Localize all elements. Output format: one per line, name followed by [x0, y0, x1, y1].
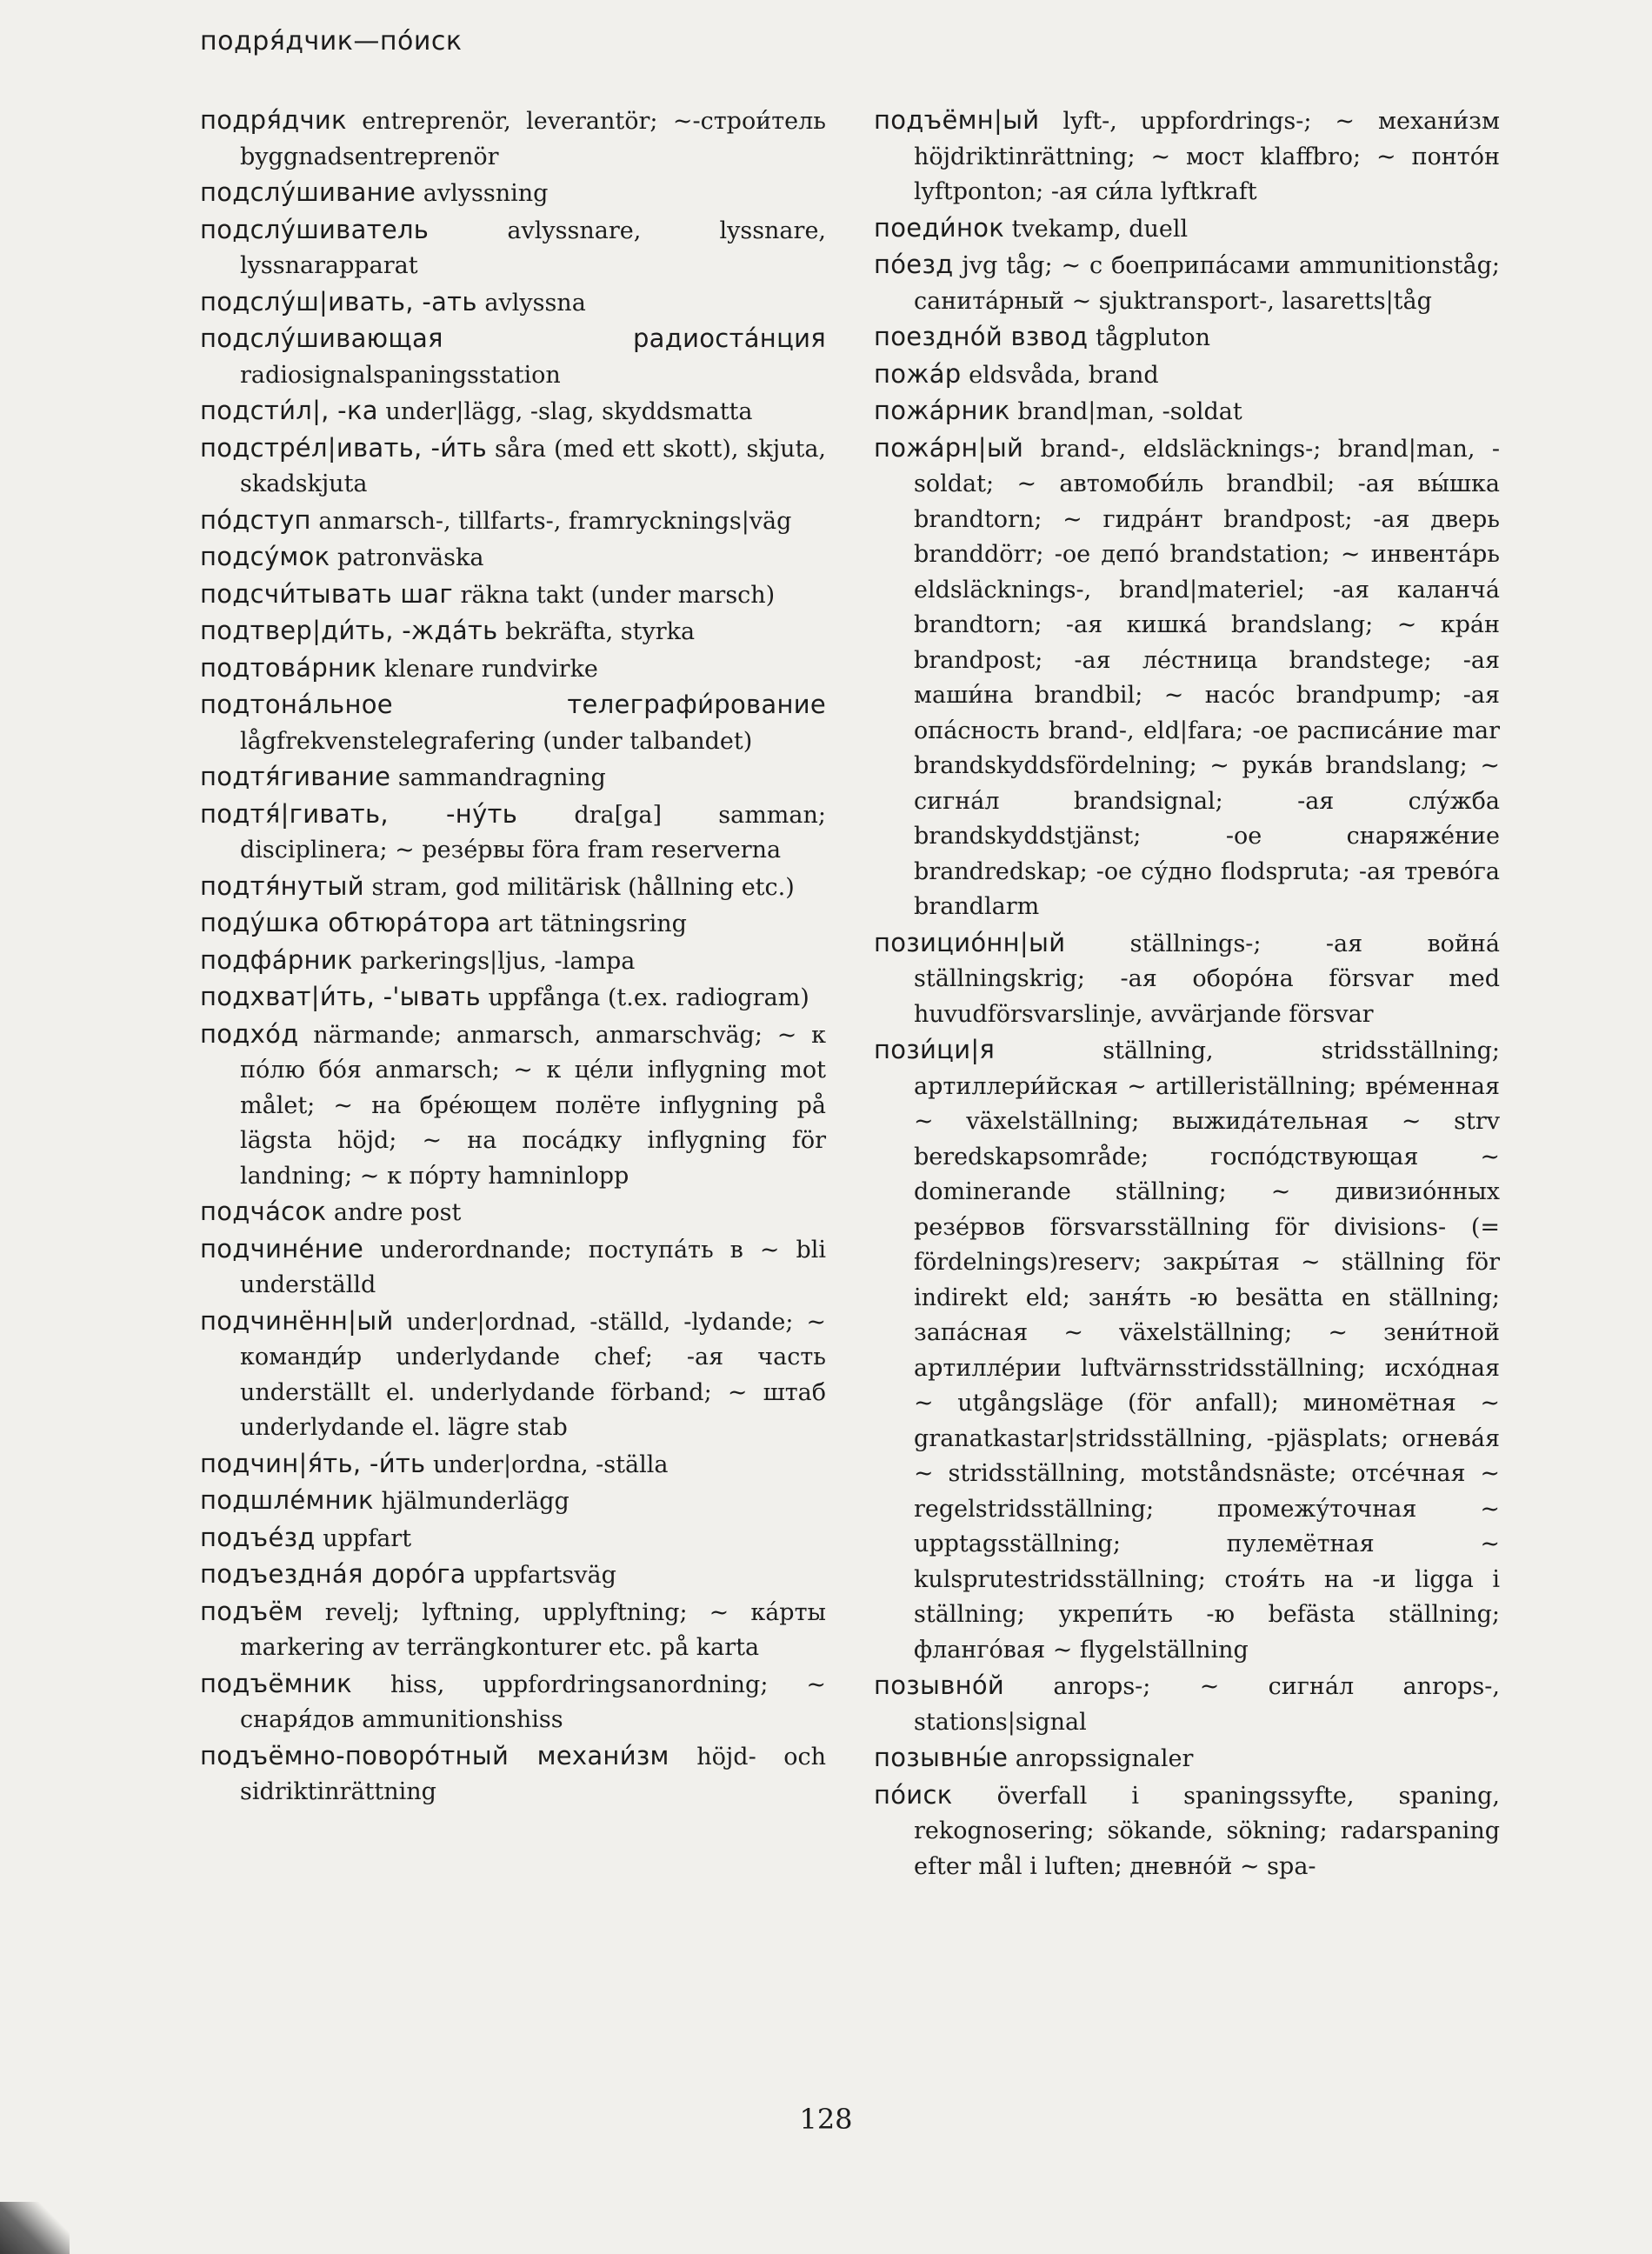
dictionary-entry — [874, 430, 1500, 925]
dictionary-entry — [200, 650, 826, 688]
entry-headword: поездно́й взвод — [874, 322, 1089, 351]
entry-headword: подча́сок — [200, 1197, 327, 1226]
entry-headword: подря́дчик — [200, 105, 347, 135]
entry-headword: подсу́мок — [200, 542, 330, 571]
entry-headword: подслу́шиватель — [200, 214, 430, 244]
entry-definition: art tätningsring — [490, 910, 687, 937]
dictionary-entry — [200, 430, 826, 503]
entry-headword: по́иск — [874, 1779, 953, 1810]
entry-headword: подфа́рник — [200, 944, 353, 975]
entry-definition: lyft-, uppfordrings-; ~ механи́зм höjdriktinrättning; ~ мост klaffbro; ~ понто́н lyftponton; -ая си́ла lyftkraft — [914, 108, 1500, 205]
dictionary-entry — [200, 321, 826, 393]
entry-definition: ställnings-; -ая война́ ställningskrig; -ая оборо́на försvar med huvudförsvarslinje, avvärjande försvar — [914, 930, 1500, 1028]
dictionary-entry — [874, 1032, 1500, 1668]
scan-corner-shadow — [0, 2202, 70, 2254]
entry-definition: underordnande; поступа́ть в ~ bli underställd — [240, 1236, 826, 1298]
entry-definition: hiss, uppfordringsanordning; ~ снаря́дов ammunitionshiss — [240, 1670, 826, 1733]
entry-headword: пожа́рн|ый — [874, 432, 1024, 463]
entry-definition: sammandragning — [390, 764, 606, 791]
entry-headword: подтвер|ди́ть, -жда́ть — [200, 616, 498, 645]
entry-definition: stram, god militärisk (hållning etc.) — [363, 873, 795, 901]
entry-definition: revelj; lyftning, upplyftning; ~ ка́рты markering av terrängkonturer etc. på karta — [240, 1598, 826, 1661]
dictionary-entry — [200, 869, 826, 906]
dictionary-entry — [200, 503, 826, 540]
entry-headword: подшле́мник — [200, 1485, 374, 1515]
dictionary-entry — [200, 103, 826, 175]
entry-definition: anmarsch-, tillfarts-, framrycknings|väg — [310, 507, 792, 535]
entry-headword: поду́шка обтюра́тора — [200, 908, 491, 937]
entry-definition: tågpluton — [1088, 324, 1211, 351]
dictionary-entry — [200, 1557, 826, 1594]
entry-definition: avlyssnare, lyssnare, lyssnarapparat — [240, 217, 826, 279]
entry-headword: подхо́д — [200, 1018, 299, 1049]
entry-definition: jvg tåg; ~ с боеприпа́сами ammunitionståg; санита́рный ~ sjuktransport-, lasaretts|tåg — [914, 252, 1500, 315]
entry-headword: пози́ци|я — [874, 1035, 996, 1064]
entry-definition: uppfånga (t.ex. radiogram) — [480, 984, 809, 1011]
entry-headword: подчине́ние — [200, 1233, 364, 1264]
entry-definition: ställning, stridsställning; артиллери́йская ~ artilleriställning; вре́менная ~ växelställning; выжида́тельная ~ strv beredskapsområde; госпо́дствующая ~ dominerande ställning; ~ дивизио́нных резе́рвов försvarsställning för divisions- (= fördelnings)reserv; закры́тая ~ ställning för indirekt eld; заня́ть -ю besätta en ställning; запа́сная ~ växelställning; ~ зени́тной артилле́рии luftvärnsstridsställning; исхо́дная ~ utgångsläge (för anfall); миномётная ~ granatkastar|stridsställning, -pjäsplats; огнева́я ~ stridsställning, motståndsnäste; отсе́чная ~ regelstridsställning; промежу́точная ~ upptagsställning; пулемётная ~ kulsprutestridsställning; стоя́ть на -и ligga i ställning; укрепи́ть -ю befästa ställning; фланго́вая ~ flygelställning — [914, 1037, 1500, 1664]
entry-headword: подтя́гивание — [200, 762, 391, 791]
entry-headword: позицио́нн|ый — [874, 927, 1066, 957]
dictionary-entry — [874, 210, 1500, 248]
entry-definition: under|lägg, -slag, skyddsmatta — [377, 398, 753, 425]
dictionary-entry — [200, 539, 826, 577]
entry-headword: подъёмно-поворо́тный механи́зм — [200, 1740, 669, 1771]
entry-headword: подтона́льное телеграфи́рование — [200, 690, 826, 719]
entry-headword: подчин|я́ть, -и́ть — [200, 1448, 426, 1478]
entry-headword: подслу́шивание — [200, 177, 416, 207]
dictionary-entry — [200, 1520, 826, 1557]
entry-definition: brand|man, -soldat — [1009, 398, 1242, 425]
entry-definition: överfall i spaningssyfte, spaning, rekognosering; sökande, sökning; radarspaning efter mål i luften; дневно́й ~ spa- — [914, 1782, 1500, 1880]
entry-headword: пожа́рник — [874, 396, 1010, 425]
entry-headword: подтя́|гивать, -ну́ть — [200, 798, 518, 829]
entry-definition: entreprenör, leverantör; ~-строи́тель byggnadsentreprenör — [240, 108, 826, 170]
dictionary-entry — [200, 687, 826, 759]
dictionary-entry — [200, 393, 826, 430]
entry-definition: under|ordna, -ställa — [425, 1450, 669, 1478]
dictionary-entry — [200, 1231, 826, 1304]
entry-headword: подъём — [200, 1596, 303, 1626]
entry-headword: подтова́рник — [200, 652, 377, 683]
dictionary-entry — [200, 1483, 826, 1520]
dictionary-entry — [874, 319, 1500, 357]
dictionary-entry — [200, 905, 826, 943]
dictionary-entry — [200, 979, 826, 1017]
dictionary-entry — [874, 925, 1500, 1033]
left-column — [200, 103, 826, 1811]
right-column — [874, 103, 1500, 1884]
entry-definition: hjälmunderlägg — [373, 1488, 570, 1515]
entry-headword: подъёмн|ый — [874, 105, 1040, 135]
dictionary-entry — [200, 284, 826, 322]
entry-headword: позывны́е — [874, 1743, 1009, 1772]
entry-headword: по́езд — [874, 250, 954, 279]
entry-definition: brand-, eldsläcknings-; brand|man, -soldat; ~ автомоби́ль brandbil; -ая вы́шка brandtorn; ~ гидра́нт brandpost; -ая дверь branddörr; -ое депо́ brandstation; ~ инвента́рь eldsläcknings-, brand|materiel; -ая каланча́ brandtorn; -ая кишка́ brandslang; ~ кра́н brandpost; -ая ле́стница brandstege; -ая маши́на brandbil; ~ насо́с brandpump; -ая опа́сность brand-, eld|fara; -ое расписа́ние mar brandskyddsfördelning; ~ рука́в brandslang; ~ сигна́л brandsignal; -ая слу́жба brandskyddstjänst; -ое снаряже́ние brandredskap; -ое су́дно flodspruta; -ая трево́га brandlarm — [914, 435, 1500, 920]
dictionary-entry — [200, 175, 826, 212]
dictionary-entry — [200, 1304, 826, 1446]
entry-definition: radiosignalspaningsstation — [240, 361, 561, 389]
entry-definition: avlyssna — [476, 289, 586, 317]
page-running-header: подря́дчик—по́иск — [200, 26, 463, 57]
entry-definition: uppfartsväg — [466, 1562, 616, 1589]
dictionary-entry — [200, 1446, 826, 1484]
entry-definition: lågfrekvenstelegrafering (under talbandet) — [240, 727, 753, 755]
entry-headword: подслу́ш|ивать, -ать — [200, 286, 477, 317]
dictionary-entry — [200, 1666, 826, 1738]
dictionary-entry — [874, 247, 1500, 319]
entry-definition: räkna takt (under marsch) — [452, 581, 776, 609]
entry-headword: подстре́л|ивать, -и́ть — [200, 432, 488, 463]
dictionary-entry — [200, 759, 826, 797]
entry-definition: uppfart — [315, 1524, 412, 1552]
entry-definition: anrops-; ~ сигна́л anrops-, stations|signal — [914, 1673, 1500, 1736]
dictionary-entry — [200, 577, 826, 614]
dictionary-entry — [200, 1594, 826, 1666]
entry-headword: подхват|и́ть, -'ывать — [200, 982, 481, 1011]
entry-headword: позывно́й — [874, 1670, 1005, 1700]
dictionary-entry — [200, 1017, 826, 1195]
entry-definition: såra (med ett skott), skjuta, skadskjuta — [240, 435, 827, 497]
entry-definition: höjd- och sidriktinrättning — [240, 1743, 826, 1805]
entry-headword: подчинённ|ый — [200, 1305, 394, 1336]
dictionary-entry — [200, 212, 826, 284]
entry-headword: подсти́л|, -ка — [200, 396, 378, 425]
entry-headword: подъёмник — [200, 1668, 352, 1698]
entry-definition: klenare rundvirke — [376, 655, 598, 683]
page-number: 128 — [799, 2103, 853, 2136]
entry-definition: patronväska — [330, 544, 484, 571]
entry-definition: eldsvåda, brand — [961, 361, 1159, 389]
entry-definition: närmande; anmarsch, anmarschväg; ~ к по́лю бо́я anmarsch; ~ к це́ли inflygning mot målet; ~ на бре́ющем полёте inflygning på lägsta höjd; ~ на поса́дку inflygning för landning; ~ к по́рту hamninlopp — [240, 1021, 826, 1190]
entry-definition: tvekamp, duell — [1004, 215, 1189, 243]
dictionary-entry — [874, 357, 1500, 394]
entry-definition: anropssignaler — [1008, 1745, 1194, 1772]
dictionary-entry — [874, 103, 1500, 210]
dictionary-entry — [200, 943, 826, 980]
entry-headword: подслу́шивающая радиоста́нция — [200, 323, 826, 353]
entry-definition: bekräfta, styrka — [497, 618, 696, 645]
entry-headword: пожа́р — [874, 358, 962, 389]
dictionary-entry — [200, 613, 826, 650]
entry-definition: parkerings|ljus, -lampa — [352, 947, 636, 975]
entry-headword: по́дступ — [200, 504, 311, 535]
entry-headword: подъе́зд — [200, 1522, 316, 1552]
dictionary-entry — [200, 797, 826, 869]
dictionary-entry — [874, 1777, 1500, 1885]
entry-headword: подтя́нутый — [200, 870, 364, 901]
dictionary-entry — [874, 1740, 1500, 1777]
entry-headword: подъездна́я доро́га — [200, 1559, 467, 1589]
dictionary-entry — [200, 1738, 826, 1811]
entry-definition: under|ordnad, -ställd, -lydande; ~ команди́р underlydande chef; -ая часть underställt el. underlydande förband; ~ штаб underlydande el. lägre stab — [240, 1308, 826, 1441]
entry-headword: подсчи́тывать шаг — [200, 578, 453, 609]
dictionary-entry — [874, 393, 1500, 430]
entry-definition: andre post — [326, 1199, 462, 1226]
entry-definition: avlyssning — [416, 180, 549, 207]
dictionary-entry — [200, 1194, 826, 1231]
entry-headword: поеди́нок — [874, 212, 1005, 243]
entry-definition: dra[ga] samman; disciplinera; ~ резе́рвы föra fram reserverna — [240, 801, 826, 864]
dictionary-entry — [874, 1668, 1500, 1740]
